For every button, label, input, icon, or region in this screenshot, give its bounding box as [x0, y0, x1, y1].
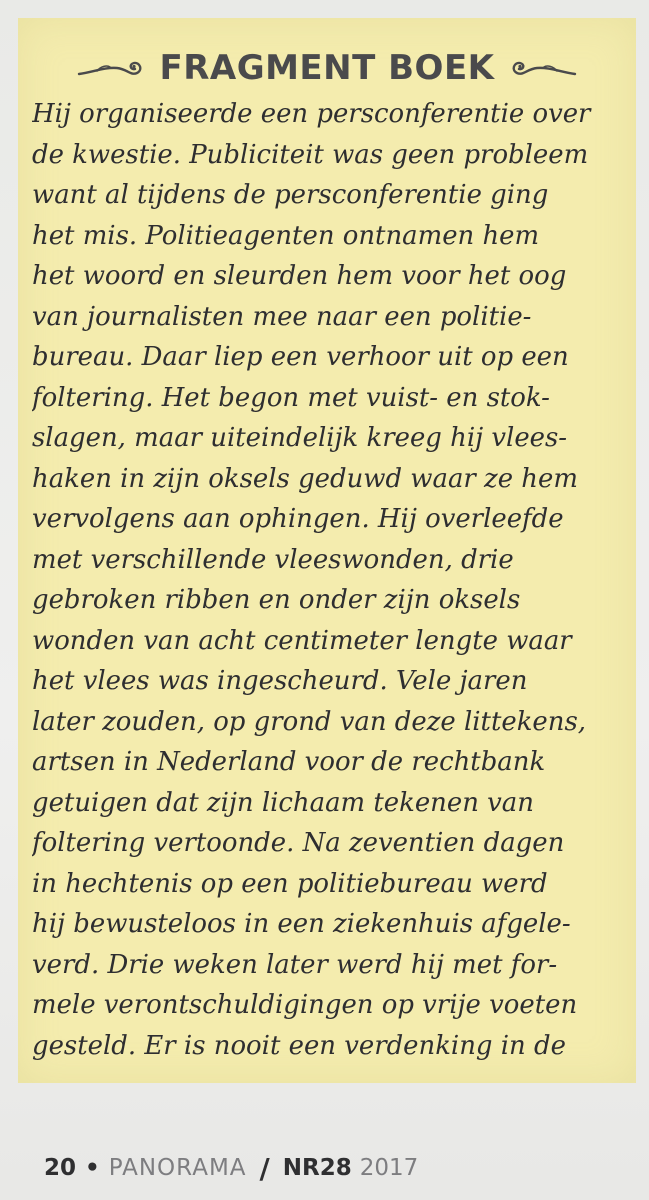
text-line: gesteld. Er is nooit een verdenking in de — [32, 1030, 566, 1061]
text-line: van journalisten mee naar een politie- — [32, 301, 532, 332]
text-line: verd. Drie weken later werd hij met for- — [32, 949, 558, 980]
text-line: bureau. Daar liep een verhoor uit op een — [32, 342, 569, 372]
text-line: slagen, maar uiteindelijk kreeg hij vlees- — [32, 423, 568, 453]
text-line: foltering. Het begon met vuist- en stok- — [32, 382, 550, 413]
text-line: gebroken ribben en onder zijn oksels — [32, 585, 521, 615]
text-line: artsen in Nederland voor de rechtbank — [32, 747, 546, 777]
fragment-panel — [18, 18, 636, 1083]
text-line: het woord en sleurden hem voor het oog — [32, 261, 567, 291]
issue-number: NR28 — [282, 1155, 352, 1181]
text-line: wonden van acht centimeter lengte waar — [32, 625, 572, 656]
text-line: in hechtenis op een politiebureau werd — [32, 868, 548, 899]
page-footer — [44, 1150, 418, 1186]
text-line: de kwestie. Publiciteit was geen probleem — [32, 139, 589, 170]
footer-slash: / — [259, 1151, 270, 1185]
text-line: want al tijdens de persconferentie ging — [32, 180, 549, 210]
text-line: Hij organiseerde een persconferentie over — [32, 99, 591, 129]
article-excerpt — [32, 94, 632, 1066]
issue-year: 2017 — [359, 1155, 419, 1181]
text-line: het vlees was ingescheurd. Vele jaren — [32, 666, 528, 696]
text-line: met verschillende vleeswonden, drie — [32, 544, 514, 575]
section-title: FRAGMENT BOEK — [159, 48, 495, 88]
text-line: mele verontschuldigingen op vrije voeten — [32, 990, 578, 1020]
scroll-ornament-left-icon — [77, 57, 147, 79]
text-line: vervolgens aan ophingen. Hij overleefde — [32, 504, 564, 534]
scroll-ornament-right-icon — [507, 57, 577, 79]
text-line: het mis. Politieagenten ontnamen hem — [32, 220, 540, 251]
magazine-name: PANORAMA — [108, 1155, 247, 1181]
section-header — [18, 44, 636, 92]
text-line: foltering vertoonde. Na zeventien dagen — [32, 828, 565, 858]
text-line: hij bewusteloos in een ziekenhuis afgele- — [32, 909, 571, 939]
text-line: getuigen dat zijn lichaam tekenen van — [32, 787, 534, 818]
text-line: haken in zijn oksels geduwd waar ze hem — [32, 463, 578, 494]
text-line: later zouden, op grond van deze littekens, — [32, 706, 587, 737]
page-number: 20 — [44, 1155, 77, 1181]
footer-bullet: • — [85, 1155, 100, 1181]
